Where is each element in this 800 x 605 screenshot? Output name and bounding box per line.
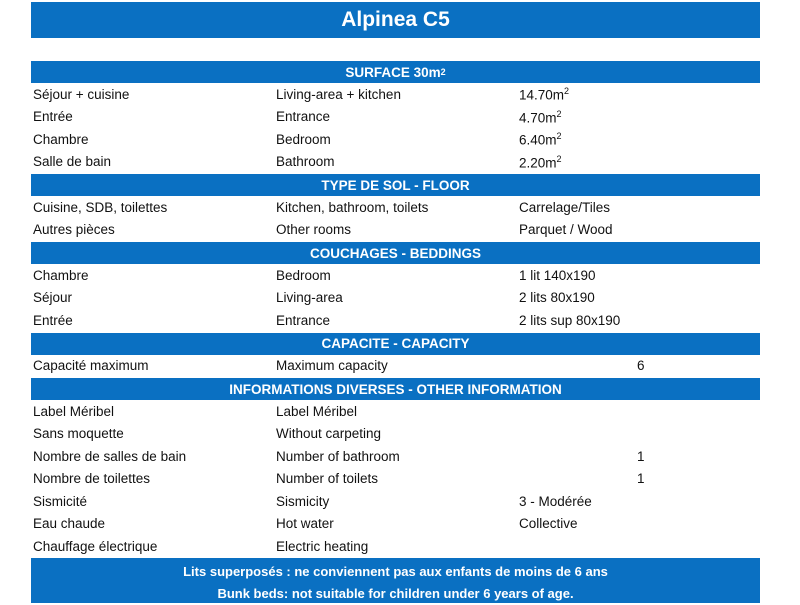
bunk-bed-notice: [31, 558, 760, 603]
value-text: 4.70m: [519, 110, 557, 125]
value-cell: [519, 494, 637, 509]
superscript: 2: [564, 86, 570, 96]
label-en: Living-area + kitchen: [276, 86, 401, 102]
label-en: Kitchen, bathroom, toilets: [276, 199, 429, 215]
label-fr: Entrée: [33, 312, 73, 328]
value-cell: [519, 131, 637, 148]
value-text: 1 lit 140x190: [519, 267, 596, 283]
spec-sheet: [31, 0, 760, 603]
value-cell: [519, 290, 637, 305]
section-header-surface: [31, 60, 760, 83]
table-row: [31, 468, 760, 491]
value-text: Carrelage/Tiles: [519, 199, 611, 215]
value-cell: [519, 516, 637, 531]
section-title: TYPE DE SOL - FLOOR: [321, 177, 470, 193]
label-fr: Entrée: [33, 109, 73, 125]
value-cell: [519, 200, 637, 215]
label-fr: Autres pièces: [33, 222, 115, 238]
table-row: [31, 309, 760, 332]
value-text: Parquet / Wood: [519, 222, 613, 238]
value-text: 3 - Modérée: [519, 493, 592, 509]
table-row: [31, 151, 760, 174]
label-en: Sismicity: [276, 493, 330, 509]
label-en: Other rooms: [276, 222, 352, 238]
value-text: Collective: [519, 516, 578, 532]
count-cell: 1: [637, 448, 645, 464]
superscript: 2: [556, 108, 562, 119]
label-fr: Séjour: [33, 290, 73, 306]
value-cell: [519, 86, 637, 103]
label-en: Entrance: [276, 312, 331, 328]
label-fr: Salle de bain: [33, 154, 112, 170]
value-text: 2 lits 80x190: [519, 290, 595, 306]
label-fr: Capacité maximum: [33, 358, 149, 374]
count-cell: 1: [637, 471, 645, 487]
section-title: SURFACE 30m: [345, 64, 441, 80]
table-row: [31, 264, 760, 287]
value-cell: [519, 222, 637, 237]
value-text: 6.40m: [519, 132, 557, 148]
value-cell: [519, 313, 637, 328]
spec-table: [31, 60, 760, 558]
notice-en: Bunk beds: not suitable for children under 6 years of age.: [217, 585, 574, 601]
table-row: [31, 513, 760, 536]
section-header-floor: [31, 173, 760, 196]
label-fr: Eau chaude: [33, 516, 106, 532]
table-row: [31, 400, 760, 423]
superscript: 2: [556, 153, 562, 164]
label-fr: Label Méribel: [33, 403, 115, 419]
label-en: Label Méribel: [276, 403, 358, 419]
value-cell: [519, 154, 637, 171]
table-row: [31, 196, 760, 219]
label-fr: Chambre: [33, 131, 89, 147]
label-en: Bathroom: [276, 154, 335, 170]
label-en: Without carpeting: [276, 426, 382, 442]
section-header-capacity: [31, 332, 760, 355]
label-en: Electric heating: [276, 538, 369, 554]
label-en: Number of bathroom: [276, 448, 400, 464]
label-fr: Sismicité: [33, 493, 88, 509]
table-row: [31, 83, 760, 106]
label-en: Living-area: [276, 290, 343, 306]
section-header-other: [31, 377, 760, 400]
section-title: CAPACITE - CAPACITY: [321, 336, 470, 351]
value-text: 14.70m: [519, 87, 565, 103]
table-row: [31, 535, 760, 558]
label-fr: Chauffage électrique: [33, 538, 158, 554]
table-row: [31, 287, 760, 310]
label-fr: Sans moquette: [33, 426, 124, 442]
section-header-beddings: [31, 241, 760, 264]
superscript: 2: [440, 67, 446, 77]
label-en: Bedroom: [276, 267, 331, 283]
value-cell: [519, 268, 637, 283]
label-en: Entrance: [276, 109, 331, 125]
label-en: Bedroom: [276, 131, 331, 147]
label-fr: Cuisine, SDB, toilettes: [33, 199, 168, 215]
table-row: [31, 445, 760, 468]
section-title: COUCHAGES - BEDDINGS: [309, 245, 481, 261]
value-text: 2 lits sup 80x190: [519, 312, 621, 328]
label-en: Maximum capacity: [276, 358, 388, 374]
label-fr: Nombre de salles de bain: [33, 448, 187, 464]
count-cell: 6: [637, 358, 645, 374]
page-title: Alpinea C5: [31, 2, 760, 38]
superscript: 2: [556, 131, 562, 141]
section-title: INFORMATIONS DIVERSES - OTHER INFORMATION: [229, 381, 562, 397]
table-row: [31, 355, 760, 378]
value-cell: [519, 109, 637, 126]
value-text: 2.20m: [519, 155, 557, 170]
table-row: [31, 128, 760, 151]
label-fr: Séjour + cuisine: [33, 86, 130, 102]
table-row: [31, 106, 760, 129]
label-fr: Nombre de toilettes: [33, 471, 151, 487]
label-fr: Chambre: [33, 267, 89, 283]
label-en: Number of toilets: [276, 471, 379, 487]
table-row: [31, 490, 760, 513]
notice-fr: Lits superposés : ne conviennent pas aux enfants de moins de 6 ans: [183, 563, 608, 579]
table-row: [31, 423, 760, 446]
label-en: Hot water: [276, 516, 334, 532]
table-row: [31, 219, 760, 242]
